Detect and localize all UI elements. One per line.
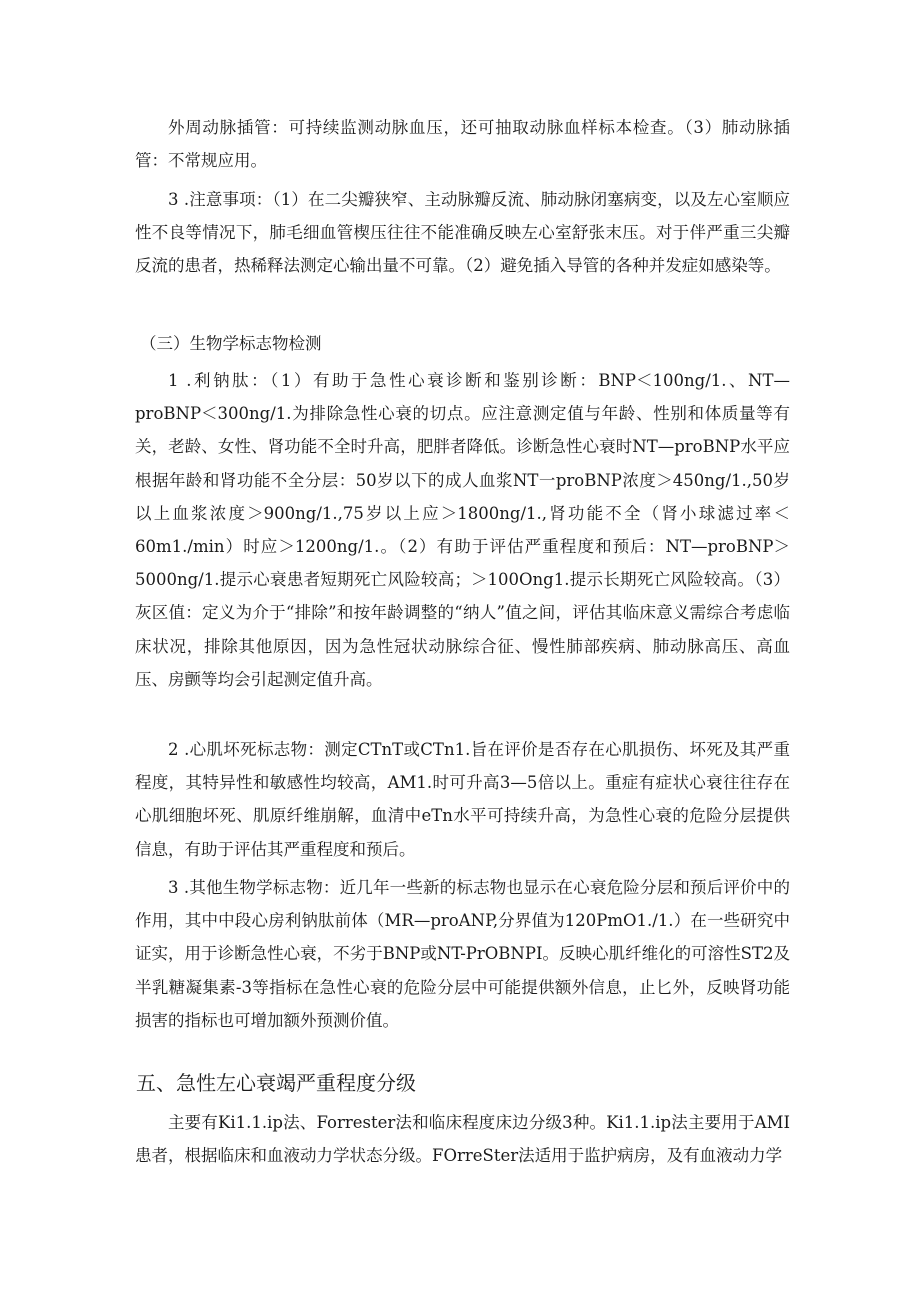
- paragraph-natriuretic-peptide: 1 .利钠肽：（1）有助于急性心衰诊断和鉴别诊断：BNP＜100ng/1.、NT—proBNP＜300ng/1.为排除急性心衰的切点。应注意测定值与年龄、性别和体质量等有关，老龄、女性、肾功能不全时升高，肥胖者降低。诊断急性心衰时NT—proBNP水平应根据年龄和肾功能不全分层：50岁以下的成人血浆NT一proBNP浓度＞450ng/1.,50岁以上血浆浓度＞900ng/1.,75岁以上应＞1800ng/1.,肾功能不全（肾小球滤过率＜60m1./min）时应＞1200ng/1.。（2）有助于评估严重程度和预后：NT—proBNP＞5000ng/1.提示心衰患者短期死亡风险较高；＞100Ong1.提示长期死亡风险较高。（3）灰区值：定义为介于“排除”和按年龄调整的“纳人”值之间，评估其临床意义需综合考虑临床状况，排除其他原因，因为急性冠状动脉综合征、慢性肺部疾病、肺动脉高压、高血压、房颤等均会引起测定值升高。: [135, 371, 790, 689]
- paragraph-other-biomarkers: 3 .其他生物学标志物：近几年一些新的标志物也显示在心衰危险分层和预后评价中的作用，其中中段心房利钠肽前体（MR—proANP,分界值为120PmO1./1.）在一些研究中证实，用于诊断急性心衰，不劣于BNP或NT-PrOBNPI。反映心肌纤维化的可溶性ST2及半乳糖凝集素-3等指标在急性心衰的危险分层中可能提供额外信息，止匕外，反映肾功能损害的指标也可增加额外预测价值。: [135, 878, 790, 1030]
- paragraph-classification: 主要有Ki1.1.ip法、Forrester法和临床程度床边分级3种。Ki1.1.ip法主要用于AMI患者，根据临床和血液动力学状态分级。FOrreSter法适用于监护病房，及有血液动力学: [135, 1113, 790, 1166]
- paragraph-precautions: 3 .注意事项：（1）在二尖瓣狭窄、主动脉瓣反流、肺动脉闭塞病变，以及左心室顺应性不良等情况下，肺毛细血管楔压往往不能准确反映左心室舒张末压。对于伴严重三尖瓣反流的患者，热稀释法测定心输出量不可靠。（2）避免插入导管的各种并发症如感染等。: [135, 190, 790, 276]
- section-heading-severity: 五、急性左心衰竭严重程度分级: [136, 1071, 416, 1095]
- paragraph-arterial-catheter: 外周动脉插管：可持续监测动脉血压，还可抽取动脉血样标本检查。（3）肺动脉插管：不常规应用。: [135, 118, 790, 171]
- subheading-biomarkers: （三）生物学标志物检测: [140, 334, 322, 353]
- paragraph-myocardial-necrosis: 2 .心肌坏死标志物：测定CTnT或CTn1.旨在评价是否存在心肌损伤、坏死及其严重程度，其特异性和敏感性均较高，AM1.时可升高3—5倍以上。重症有症状心衰往往存在心肌细胞坏死、肌原纤维崩解，血清中eTn水平可持续升高，为急性心衰的危险分层提供信息，有助于评估其严重程度和预后。: [135, 740, 790, 859]
